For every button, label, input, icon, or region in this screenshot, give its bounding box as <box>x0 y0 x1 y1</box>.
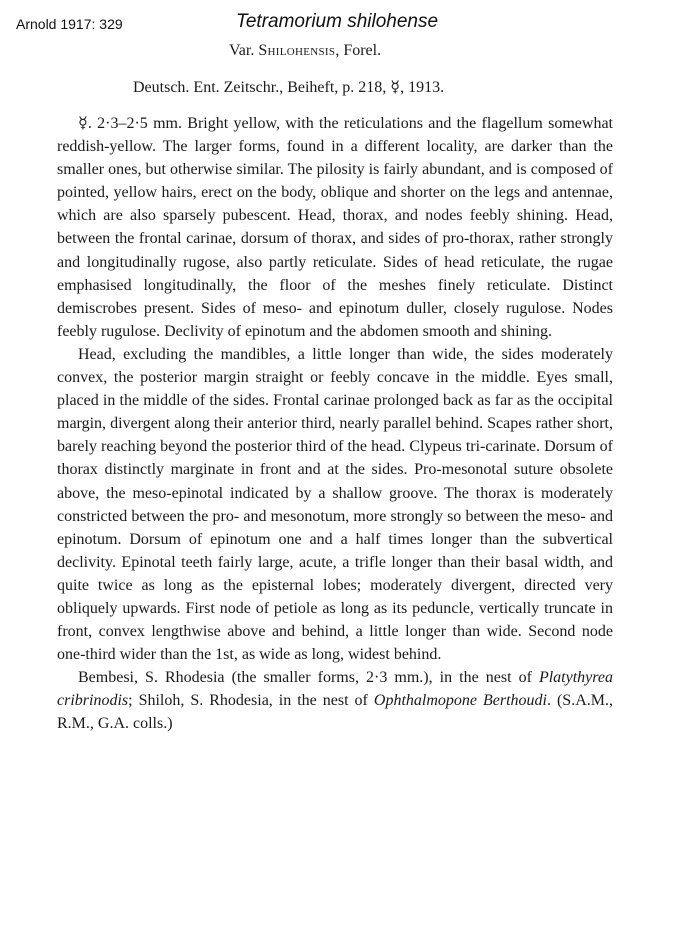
locality-text-3: . (S.A.M., R.M., G.A. colls.) <box>57 692 613 733</box>
species-title: Tetramorium shilohense <box>236 11 439 32</box>
description-paragraph: ☿. 2·3–2·5 mm. Bright yellow, with the reticulations and the flagellum somewhat reddish-yellow. The larger forms, found in a different locality, are darker than the smaller ones, but otherwise similar. The pilosity is fairly abundant, and is composed of pointed, yellow hairs, erect on the body, oblique and shorter on the legs and antennae, which are also sparsely pubescent. Head, thorax, and nodes feebly shining. Head, between the frontal carinae, dorsum of thorax, and sides of pro-thorax, rather strongly and longitudinally rugose, also partly reticulate. Sides of head reticulate, the rugae emphasised longitudinally, the floor of the meshes finely reticulate. Distinct demiscrobes present. Sides of meso- and epinotum duller, closely rugulose. Nodes feebly rugulose. Declivity of epinotum and the abdomen smooth and shining. <box>57 115 613 340</box>
reference-label: Arnold 1917: 329 <box>16 16 123 32</box>
head-paragraph: Head, excluding the mandibles, a little longer than wide, the sides moderately convex, the posterior margin straight or feebly concave in the middle. Eyes small, placed in the middle of the sides. Frontal carinae prolonged back as far as the occipital margin, divergent along their anterior third, nearly parallel behind. Scapes rather short, barely reaching beyond the posterior third of the head. Clypeus tri-carinate. Dorsum of thorax distinctly marginate in front and at the sides. Pro-mesonotal suture obsolete above, the meso-epinotal indicated by a shallow groove. The thorax is moderately constricted between the pro- and mesonotum, more strongly so between the meso- and epinotum. Dorsum of epinotum one and a half times longer than the subvertical declivity. Epinotal teeth fairly large, acute, a trifle longer than their basal width, and quite twice as long as the episternal lobes; moderately divergent, directed very obliquely upwards. First node of petiole as long as its peduncle, vertically truncate in front, convex lengthwise above and behind, a little longer than wide. Second node one-third wider than the 1st, as wide as long, widest behind. <box>57 345 613 664</box>
host-species-2: Ophthalmopone Berthoudi <box>373 692 547 710</box>
locality-paragraph <box>57 666 613 735</box>
host-species-1: Platythyrea cribrinodis <box>57 669 613 710</box>
body-text <box>57 112 613 736</box>
variety-prefix: Var. <box>229 42 255 59</box>
locality-text-1: Bembesi, S. Rhodesia (the smaller forms, 2·3 mm.), in the nest of <box>78 669 539 687</box>
variety-heading <box>229 42 381 60</box>
citation: Deutsch. Ent. Zeitschr., Beiheft, p. 218, ☿, 1913. <box>133 79 445 96</box>
variety-author: , Forel. <box>335 42 382 59</box>
locality-text-2: ; Shiloh, S. Rhodesia, in the nest of <box>128 692 374 710</box>
variety-name: Shilohensis <box>258 42 336 59</box>
